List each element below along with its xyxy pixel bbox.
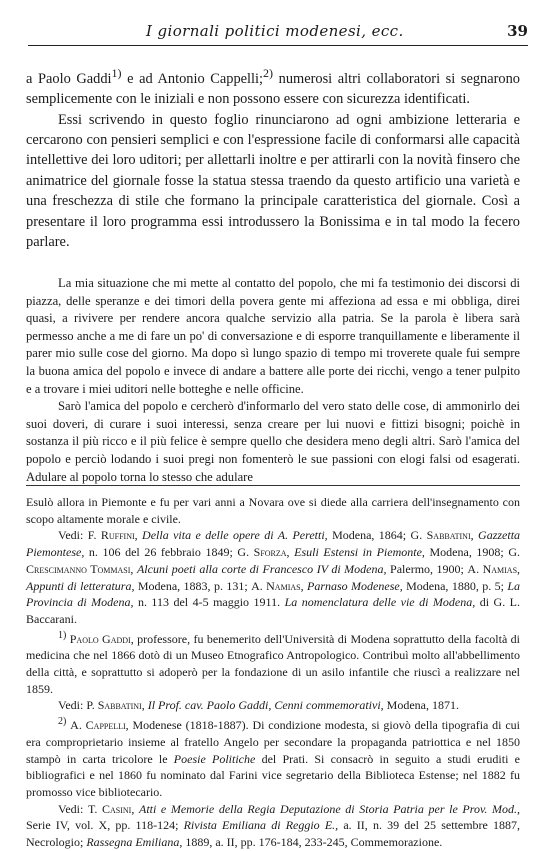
text-run: Modena, 1880, p. 5; (402, 578, 508, 593)
author-name: A. Namias, (251, 578, 304, 593)
work-title: Parnaso Modenese, (307, 578, 403, 593)
text-run: di G. L. Baccarani. (26, 595, 521, 626)
footnote-1 (26, 628, 520, 698)
text-run: Vedi: (58, 528, 88, 543)
work-title: Gazzetta Piemontese, (26, 528, 521, 560)
text-run: Modena, 1864; (327, 528, 411, 543)
paragraph: Essi scrivendo in questo foglio rinunciarono ad ogni ambizione letteraria e cercarono con pensieri semplici e con l'espressione facile di conformarsi alle capacità intellettive dei loro uditori; per allettarli inoltre e per attirarli con la novità finsero che animatrice del giornale fosse la statua stessa traendo da questo artificio una varietà e una freschezza di stile che formano la principale caratteristica del giornale. Così a presentare il loro programma essi introdussero la Bonissima e in tal modo la fecero parlare. (26, 111, 520, 251)
header-rule (28, 45, 528, 46)
text-run: a Paolo Gaddi (26, 70, 112, 87)
running-header (28, 20, 528, 46)
text-run: Vedi: (58, 698, 87, 713)
work-title: Il Prof. cav. Paolo Gaddi, Cenni commemorativi, (147, 698, 384, 713)
author-name: A. Namias, (467, 561, 521, 576)
work-title: Esuli Estensi in Piemonte, (294, 545, 425, 560)
text-run: Modenese (1818-1887). Di condizione modesta, si giovò della tipografia di cui era comproprietario insieme al fratello Angelo per secondare la propaganda patriottica e nel 1850 stampò in carta tricolore le (26, 718, 520, 766)
text-run: a. II, n. 39 del 25 settembre 1887, Necrologio; (26, 818, 521, 850)
text-run: Palermo, 1900; (386, 561, 468, 576)
work-title: La Provincia di Modena, (26, 578, 521, 610)
author-name: P. Sabbatini, (86, 698, 145, 713)
text-run: Modena, 1871. (383, 698, 459, 713)
footnote-references (26, 801, 520, 851)
text-run: Modena, 1908; (424, 545, 509, 560)
main-text (26, 63, 520, 252)
author-name: G. Sforza, (237, 545, 290, 560)
paragraph (26, 63, 520, 110)
block-quote (26, 275, 520, 486)
footnote-continuation: Esulò allora in Piemonte e fu per vari anni a Novara ove si diede alla carriera dell'insegnamento con scopo altamente morale e civile. (26, 495, 520, 526)
work-title: Poesie Politiche (173, 751, 256, 766)
author-name: T. Casini, (87, 801, 135, 816)
author-name: Paolo Gaddi, (69, 631, 134, 646)
text-run: professore, fu benemerito dell'Università di Modena soprattutto della facoltà di medicina che nel 1866 dotò di un Museo Etnografico Antropologico. Contribuì molto all'abbellimento della città, e soprattutto si adoperò per la fondazione di un asilo infantile che riuscì a realizzare nel 1859. (26, 631, 520, 696)
text-run: n. 113 del 4-5 maggio 1911. (133, 595, 285, 610)
footnote-ref-2: 2) (263, 66, 274, 80)
text-run: del Prati. Si consacrò in seguito a studi eruditi e bibliografici e nel 1860 fu nominato dal Farini vice segretario della Biblioteca Estense; nel 1882 fu promosso vice bibliotecario. (26, 751, 520, 799)
footnote-marker: 2) (58, 716, 67, 728)
footnotes (26, 494, 520, 851)
running-title: I giornali politici modenesi, ecc. (146, 22, 404, 40)
author-name: G. Crescimanno Tommasi, (26, 545, 520, 576)
quote-paragraph: Sarò l'amica del popolo e cercherò d'informarlo del vero stato delle cose, di ammonirlo dei suoi doveri, di curare i suoi interessi, senza creare per lui nuovi e fittizi bisogni; poichè in sostanza il più ricco e il più felice è sempre quello che desidera meno degli altri. Sarò l'amica del popolo e perciò lodando i suoi pregi non fomenterò le sue passioni con elogi falsi od esagerati. Adulare al popolo torna lo stesso che adulare (26, 399, 520, 484)
work-title: Atti e Memorie della Regia Deputazione di Storia Patria per le Prov. Mod., (138, 801, 520, 816)
author-name: A. Cappelli, (70, 718, 129, 733)
text-run: e ad Antonio Cappelli; (121, 70, 264, 87)
work-title: Rivista Emiliana di Reggio E., (183, 818, 339, 833)
text-run: Modena, 1883, p. 131; (134, 578, 252, 593)
quote-paragraph: La mia situazione che mi mette al contatto del popolo, che mi fa testimonio dei discorsi di piazza, delle speranze e dei timori della povera gente mi affeziona ad essa e mi obbliga, direi quasi, a rivivere per rendere ancora qualche servizio alla patria. Se la parola è libera sarà permesso anche a me di fare un po' di conversazione e di esporre tranquillamente e liberamente il parer mio sulle cose del giorno. Ma dopo sì lungo spazio di tempo mi troverete quale fui sempre la buona amica del popolo e invece di andare a battere alle porte dei ricchi, vengo a tener pulpito e a trovare i miei uditori nelle botteghe e nelle officine. (26, 276, 520, 396)
author-name: G. Sabbatini, (410, 528, 474, 543)
text-run: numerosi altri collaboratori si segnarono semplicemente con le iniziali e non possono essere con sicurezza identificati. (26, 70, 521, 108)
work-title: Alcuni poeti alla corte di Francesco IV di Modena, (136, 561, 387, 576)
footnote-ref-1: 1) (111, 66, 122, 80)
text-run: Serie IV, vol. X, pp. 118-124; (26, 818, 184, 833)
work-title: La nomenclatura delle vie di Modena, (284, 595, 476, 610)
work-title: Della vita e delle opere di A. Peretti, (142, 528, 328, 543)
text-run: 1889, a. II, pp. 176-184, 233-245, Commemorazione. (182, 835, 443, 850)
footnote-references (26, 697, 520, 714)
footnote-marker: 1) (58, 629, 67, 641)
footnote-separator (26, 485, 520, 486)
author-name: F. Ruffini, (87, 528, 138, 543)
work-title: Rassegna Emiliana, (86, 835, 183, 850)
footnote-references (26, 527, 520, 627)
footnote-2 (26, 714, 520, 801)
page-number: 39 (507, 22, 528, 40)
work-title: Appunti di letteratura, (26, 578, 135, 593)
text-run: Vedi: (58, 801, 88, 816)
text-run: n. 106 del 26 febbraio 1849; (84, 545, 238, 560)
